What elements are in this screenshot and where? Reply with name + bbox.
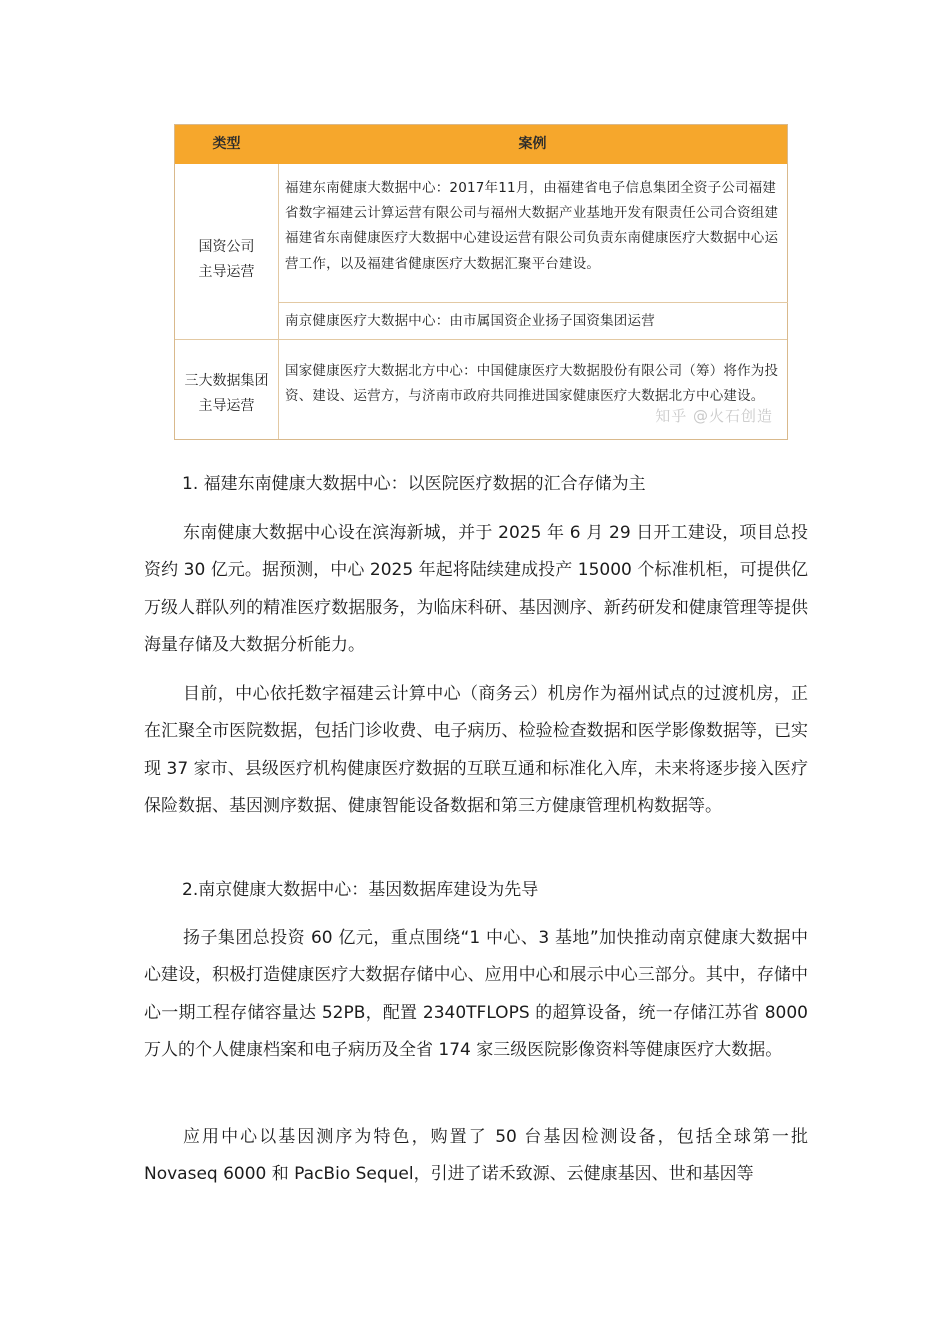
case-cell-fujian: 福建东南健康大数据中心：2017年11月，由福建省电子信息集团全资子公司福建省数字福建云计算运营有限公司与福州大数据产业基地开发有限责任公司合资组建福建省东南健康医疗大数据中心建设运营有限公司负责东南健康医疗大数据中心运营工作，以及福建省健康医疗大数据汇聚平台建设。	[285, 180, 779, 272]
paragraph: 目前，中心依托数字福建云计算中心（商务云）机房作为福州试点的过渡机房，正在汇聚全市医院数据，包括门诊收费、电子病历、检验检查数据和医学影像数据等，已实现 37 家市、县级医疗机构健康医疗数据的互联互通和标准化入库，未来将逐步接入医疗保险数据、基因测序数据、健康智能设备数据和第三方健康管理机构数据等。	[144, 684, 808, 817]
paragraph: 扬子集团总投资 60 亿元，重点围绕“1 中心、3 基地”加快推动南京健康大数据中心建设，积极打造健康医疗大数据存储中心、应用中心和展示中心三部分。其中，存储中心一期工程存储容量达 52PB，配置 2340TFLOPS 的超算设备，统一存储江苏省 8000 万人的个人健康档案和电子病历及全省 174 家三级医院影像资料等健康医疗大数据。	[144, 928, 808, 1061]
section-heading-nanjing: 2.南京健康大数据中心：基因数据库建设为先导	[182, 880, 539, 900]
paragraph: 东南健康大数据中心设在滨海新城，并于 2025 年 6 月 29 日开工建设，项目总投资约 30 亿元。据预测，中心 2025 年起将陆续建成投产 15000 个标准机柜，可提供亿万级人群队列的精准医疗数据服务，为临床科研、基因测序、新药研发和健康管理等提供海量存储及大数据分析能力。	[144, 523, 808, 656]
row-divider	[175, 339, 787, 340]
type-cell-data-group: 三大数据集团 主导运营	[184, 373, 269, 414]
paragraph: 应用中心以基因测序为特色，购置了 50 台基因检测设备，包括全球第一批 Novaseq 6000 和 PacBio Sequel，引进了诺禾致源、云健康基因、世和基因等	[144, 1127, 808, 1185]
section-heading-fujian: 1. 福建东南健康大数据中心：以医院医疗数据的汇合存储为主	[182, 474, 646, 494]
row-divider	[278, 302, 788, 303]
table-header	[175, 125, 787, 164]
case-table	[174, 124, 788, 440]
header-type: 类型	[212, 136, 241, 152]
case-cell-north-center: 国家健康医疗大数据北方中心：中国健康医疗大数据股份有限公司（筹）将作为投资、建设、运营方，与济南市政府共同推进国家健康医疗大数据北方中心建设。	[285, 363, 779, 405]
header-case: 案例	[518, 136, 547, 152]
type-cell-state-owned: 国资公司 主导运营	[198, 239, 255, 280]
watermark: 知乎 @火石创造	[655, 407, 773, 425]
case-cell-nanjing: 南京健康医疗大数据中心：由市属国资企业扬子国资集团运营	[285, 313, 655, 329]
